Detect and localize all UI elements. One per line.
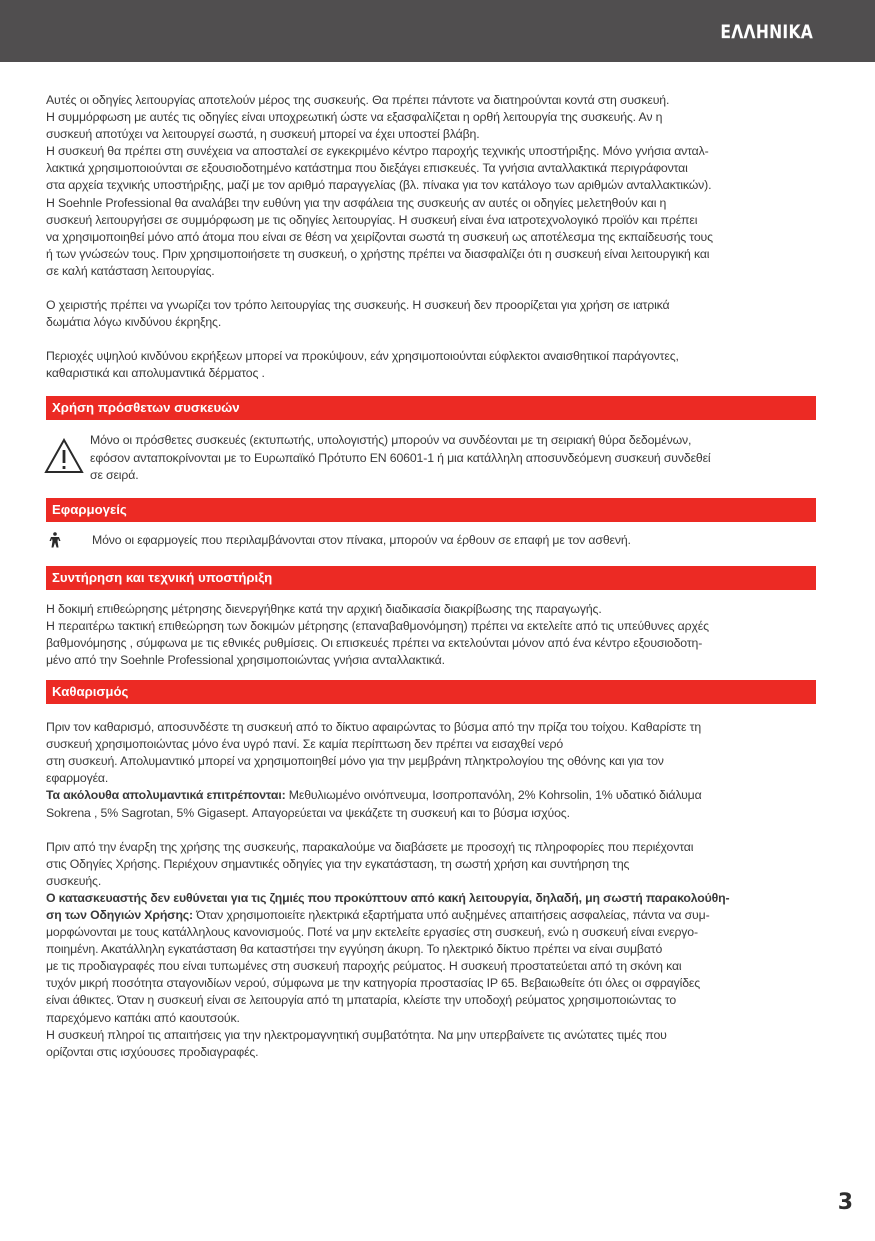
page-number: 3	[837, 1190, 853, 1215]
section-heading-cleaning: Καθαρισμός	[46, 680, 816, 704]
text-line: στη συσκευή. Απολυμαντικό μπορεί να χρησιμοποιηθεί μόνο για την μεμβράνη πληκτρολογίου της οθόνης και για τον	[46, 754, 664, 769]
page-header	[0, 0, 875, 62]
intro-paragraph-1	[46, 92, 816, 280]
allowed-disinfectants-line	[46, 787, 816, 804]
text-line: εφαρμογέα.	[46, 771, 109, 786]
allowed-disinfectants-label: Τα ακόλουθα απολυμαντικά επιτρέπονται:	[46, 788, 286, 803]
text-line: Η συμμόρφωση με αυτές τις οδηγίες είναι υποχρεωτική ώστε να εξασφαλίζεται η ορθή λειτουργία της συσκευής. Αν η	[46, 110, 663, 125]
text-line: Sokrena , 5% Sagrotan, 5% Gigasept. Απαγορεύεται να ψεκάζετε τη συσκευή και το βύσμα ισχύος.	[46, 805, 570, 820]
text-line: μένο από την Soehnle Professional χρησιμοποιώντας γνήσια ανταλλακτικά.	[46, 652, 445, 667]
liability-disclaimer: Ο κατασκευαστής δεν ευθύνεται για τις ζημιές που προκύπτουν από κακή λειτουργία, δηλαδή, μη σωστή παρακολούθη-	[46, 890, 730, 905]
applied-parts-note	[46, 532, 816, 553]
language-label: ΕΛΛΗΝΙΚΑ	[720, 21, 813, 43]
intro-paragraph-3	[46, 348, 816, 382]
text-line: με τις προδιαγραφές που είναι τυπωμένες στη συσκευή παροχής ρεύματος. Η συσκευή προστατεύεται από τη σκόνη και	[46, 959, 682, 974]
text-line: ορίζονται στις ισχύουσες προδιαγραφές.	[46, 1044, 259, 1059]
document-body	[46, 92, 816, 1061]
text-line: Μόνο οι εφαρμογείς που περιλαμβάνονται στον πίνακα, μπορούν να έρθουν σε επαφή με τον ασθενή.	[92, 532, 631, 547]
text-line: Η συσκευή πληροί τις απαιτήσεις για την ηλεκτρομαγνητική συμβατότητα. Να μην υπερβαίνετε τις ανώτατες τιμές που	[46, 1027, 667, 1042]
text-line: συσκευή χρησιμοποιώντας μόνο ένα υγρό πανί. Σε καμία περίπτωση δεν πρέπει να εισαχθεί νερό	[46, 737, 564, 752]
text-line: συσκευής.	[46, 873, 102, 888]
text-line: συσκευή λειτουργήσει σε συμμόρφωση με τις οδηγίες λειτουργίας. Η συσκευή είναι ένα ιατροτεχνολογικό προϊόν και πρέπει	[46, 212, 698, 227]
text-line: Ο χειριστής πρέπει να γνωρίζει τον τρόπο λειτουργίας της συσκευής. Η συσκευή δεν προορίζεται για χρήση σε ιατρικά	[46, 298, 670, 313]
accessories-warning	[46, 432, 816, 483]
liability-disclaimer-end: ση των Οδηγιών Χρήσης:	[46, 908, 193, 922]
section-heading-maintenance: Συντήρηση και τεχνική υποστήριξη	[46, 566, 816, 590]
text-line: καθαριστικά και απολυμαντικά δέρματος .	[46, 366, 265, 381]
section-heading-applied-parts: Εφαρμογείς	[46, 498, 816, 522]
text-line: Περιοχές υψηλού κινδύνου εκρήξεων μπορεί να προκύψουν, εάν χρησιμοποιούνται εύφλεκτοι αναισθητικοί παράγοντες,	[46, 349, 679, 364]
text-line: σε σειρά.	[90, 467, 139, 482]
cleaning-text-2	[46, 839, 816, 1061]
text-line: στα αρχεία τεχνικής υποστήριξης, μαζί με τον αριθμό παραγγελίας (βλ. πίνακα για τον κατάλογο των αριθμών ανταλλακτικών).	[46, 178, 712, 193]
text-line: στις Οδηγίες Χρήσης. Περιέχουν σημαντικές οδηγίες για την εγκατάσταση, τη σωστή χρήση και συντήρηση της	[46, 856, 630, 871]
text-line: Πριν τον καθαρισμό, αποσυνδέστε τη συσκευή από το δίκτυο αφαιρώντας το βύσμα από την πρίζα του τοίχου. Καθαρίστε τη	[46, 720, 702, 735]
text-line: Η συσκευή θα πρέπει στη συνέχεια να αποσταλεί σε εγκεκριμένο κέντρο παροχής τεχνικής υποστήριξης. Μόνο γνήσια ανταλ-	[46, 144, 709, 159]
text-line: Η δοκιμή επιθεώρησης μέτρησης διενεργήθηκε κατά την αρχική διαδικασία διακρίβωσης της παραγωγής.	[46, 601, 602, 616]
text-line: ποιημένη. Ακατάλληλη εγκατάσταση θα καταστήσει την εγγύηση άκυρη. Το ηλεκτρικό δίκτυο πρέπει να είναι συμβατό	[46, 942, 663, 957]
maintenance-text	[46, 601, 816, 669]
liability-line	[46, 907, 816, 924]
text-run: Μεθυλιωμένο οινόπνευμα, Ισοπροπανόλη, 2% Kohrsolin, 1% υδατικό διάλυμα	[285, 788, 702, 803]
text-line: Η Soehnle Professional θα αναλάβει την ευθύνη για την ασφάλεια της συσκευής αν αυτές οι οδηγίες μελετηθούν και η	[46, 195, 667, 210]
text-line: είναι άθικτες. Όταν η συσκευή είναι σε λειτουργία από τη μπαταρία, κλείστε την υποδοχή ρεύματος χρησιμοποιώντας το	[46, 993, 677, 1008]
text-run: Όταν χρησιμοποιείτε ηλεκτρικά εξαρτήματα υπό αυξημένες απαιτήσεις ασφαλείας, πάντα να συμ-	[193, 908, 710, 922]
text-line: βαθμονόμησης , σύμφωνα με τις εθνικές ρυθμίσεις. Οι επισκευές πρέπει να εκτελούνται μόνον από ένα κέντρο εξουσιοδοτη-	[46, 635, 703, 650]
text-line: λακτικά χρησιμοποιούνται σε εξουσιοδοτημένο κατάστημα που διεξάγει επισκευές. Τα γνήσια ανταλλακτικά περιγράφονται	[46, 161, 688, 176]
intro-paragraph-2	[46, 297, 816, 331]
text-line: Η περαιτέρω τακτική επιθεώρηση των δοκιμών μέτρησης (επαναβαθμονόμηση) πρέπει να εκτελείτε από τις υπεύθυνες αρχές	[46, 618, 709, 633]
warning-triangle-icon	[46, 432, 92, 473]
text-line: δωμάτια λόγω κινδύνου έκρηξης.	[46, 315, 222, 330]
text-line: παρεχόμενο καπάκι από καουτσούκ.	[46, 1010, 240, 1025]
text-line: να χρησιμοποιηθεί μόνο από άτομα που είναι σε θέση να χειρίζονται σωστά τη συσκευή ως αποτέλεσμα της εκπαίδευσής τους	[46, 229, 713, 244]
text-line: εφόσον ανταποκρίνονται με το Ευρωπαϊκό Πρότυπο ΕΝ 60601-1 ή μια κατάλληλη αποσυνδεόμενη συσκευή συνδεθεί	[90, 450, 711, 465]
text-line: συσκευή αποτύχει να λειτουργεί σωστά, η συσκευή μπορεί να έχει υποστεί βλάβη.	[46, 127, 480, 142]
text-line: ή των γνώσεών τους. Πριν χρησιμοποιήσετε τη συσκευή, ο χρήστης πρέπει να διασφαλίζει ότι η συσκευή είναι λειτουργική και	[46, 246, 710, 261]
text-line: τυχόν μικρή ποσότητα σταγονιδίων νερού, σύμφωνα με την κατηγορία προστασίας IP 65. Βεβαιωθείτε ότι όλες οι σφραγίδες	[46, 976, 701, 991]
text-line: Μόνο οι πρόσθετες συσκευές (εκτυπωτής, υπολογιστής) μπορούν να συνδέονται με τη σειριακή θύρα δεδομένων,	[90, 433, 692, 448]
cleaning-text	[46, 719, 816, 822]
applied-parts-text	[92, 532, 631, 549]
text-line: Πριν από την έναρξη της χρήσης της συσκευής, παρακαλούμε να διαβάσετε με προσοχή τις πληροφορίες που περιέχονται	[46, 839, 694, 854]
text-line: μορφώνονται με τους κατάλληλους κανονισμούς. Ποτέ να μην εκτελείτε εργασίες στη συσκευή, ενώ η συσκευή είναι ενεργο-	[46, 925, 698, 940]
text-line: σε καλή κατάσταση λειτουργίας.	[46, 263, 215, 278]
applied-part-person-icon	[46, 532, 92, 553]
accessories-text	[90, 432, 711, 483]
text-line: Αυτές οι οδηγίες λειτουργίας αποτελούν μέρος της συσκευής. Θα πρέπει πάντοτε να διατηρούνται κοντά στη συσκευή.	[46, 93, 670, 107]
section-heading-accessories: Χρήση πρόσθετων συσκευών	[46, 396, 816, 420]
